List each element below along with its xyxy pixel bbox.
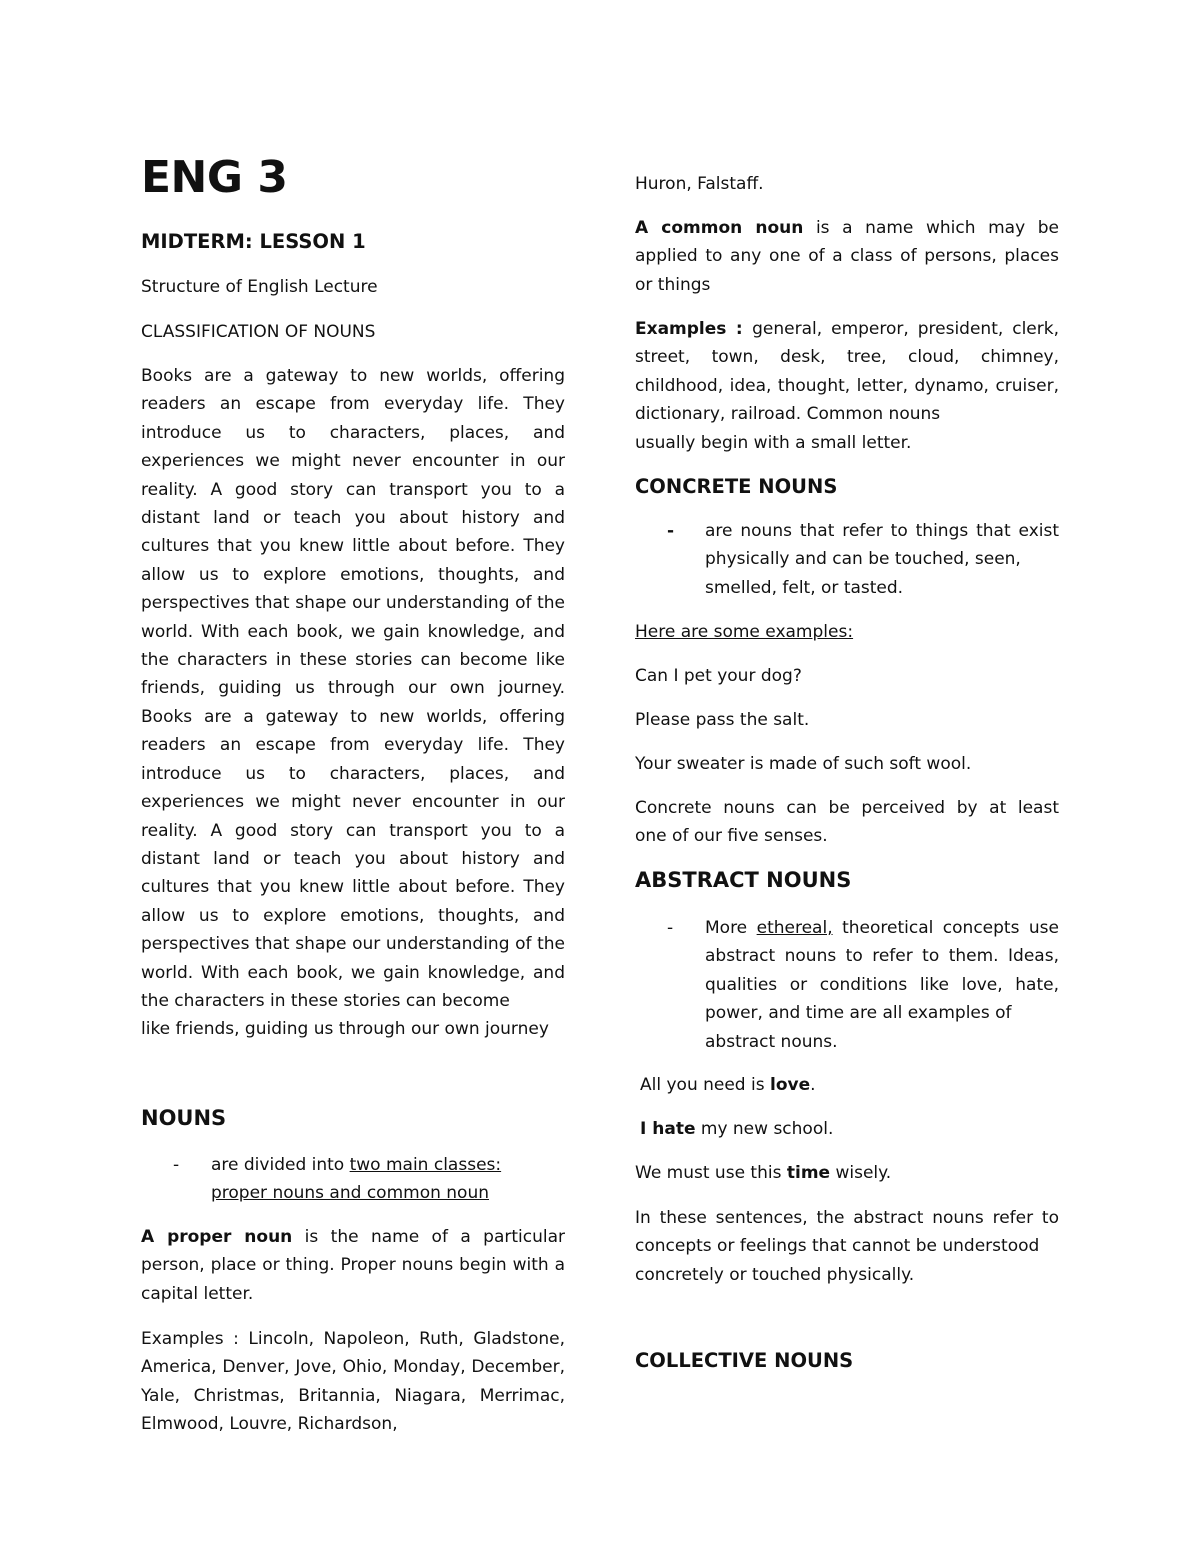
concrete-bullet (635, 517, 1059, 602)
concrete-example-3: Your sweater is made of such soft wool. (635, 754, 972, 774)
section-title: CLASSIFICATION OF NOUNS (141, 322, 376, 342)
common-examples-label: Examples : (635, 319, 753, 339)
common-noun-definition (635, 214, 1059, 299)
intro-paragraph: Books are a gateway to new worlds, offering readers an escape from everyday life. They introduce us to characters, places, and experiences we might never encounter in our reality. A good story can transport you to a distant land or teach you about history and cultures that you knew little about before. They allow us to explore emotions, thoughts, and perspectives that shape our understanding of the world. With each book, we gain knowledge, and the characters in these stories can become like friends, guiding us through our own journey. Books are a gateway to new worlds, offering readers an escape from everyday life. They introduce us to characters, places, and experiences we might never encounter in our reality. A good story can transport you to a distant land or teach you about history and cultures that you knew little about before. They allow us to explore emotions, thoughts, and perspectives that shape our understanding of the world. With each book, we gain knowledge, and the characters in these stories can become (141, 366, 565, 1011)
collective-nouns-heading: COLLECTIVE NOUNS (635, 1349, 854, 1372)
dash-marker: - (667, 521, 675, 541)
dash-marker: - (667, 918, 674, 938)
course-name: Structure of English Lecture (141, 277, 378, 297)
proper-examples-end: Huron, Falstaff. (635, 174, 764, 194)
keyword-hate: I hate (640, 1119, 696, 1139)
proper-examples-list: Lincoln, Napoleon, Ruth, Gladstone, America, Denver, Jove, Ohio, Monday, December, Yale, Christmas, Britannia, Niagara, Merrimac, Elmwood, Louvre, Richardson, (141, 1329, 565, 1435)
abstract-example-1: All you need is love. (640, 1075, 816, 1095)
proper-noun-examples (141, 1325, 565, 1439)
bullet-prefix: are divided into (211, 1155, 350, 1175)
abstract-example-2: I hate my new school. (640, 1119, 834, 1139)
document-title: ENG 3 (141, 152, 288, 203)
common-noun-examples (635, 315, 1059, 457)
class-names-text: proper nouns and common noun (211, 1183, 489, 1204)
concrete-example-2: Please pass the salt. (635, 710, 810, 730)
lesson-subtitle: MIDTERM: LESSON 1 (141, 230, 366, 253)
nouns-heading: NOUNS (141, 1106, 227, 1130)
proper-noun-definition (141, 1223, 565, 1308)
concrete-note: Concrete nouns can be perceived by at least one of our five senses. (635, 798, 1059, 847)
nouns-bullet-text (211, 1151, 565, 1208)
two-classes-text: two main classes: (349, 1155, 502, 1175)
examples-label: Here are some examples: (635, 622, 854, 642)
concrete-bullet-text: are nouns that refer to things that exist physically and can be touched, seen, smelled, felt, or tasted. (705, 521, 1059, 598)
abstract-example-3: We must use this time wisely. (635, 1163, 892, 1183)
proper-noun-text: is the name of a particular person, place or thing. Proper nouns begin with a capital letter. (141, 1227, 565, 1304)
common-noun-term: A common noun (635, 218, 804, 238)
intro-last-line: like friends, guiding us through our own journey (141, 1019, 549, 1040)
proper-examples-label: Examples : (141, 1329, 249, 1349)
abstract-bullet (635, 914, 1059, 1056)
abstract-nouns-heading: ABSTRACT NOUNS (635, 868, 852, 892)
concrete-nouns-heading: CONCRETE NOUNS (635, 475, 838, 498)
common-noun-text: is a name which may be applied to any one of a class of persons, places or things (635, 218, 1059, 295)
common-examples-end: usually begin with a small letter. (635, 432, 912, 453)
keyword-love: love (770, 1075, 811, 1095)
common-examples-list: general, emperor, president, clerk, street, town, desk, tree, cloud, chimney, childhood, idea, thought, letter, dynamo, cruiser, dictionary, railroad. Common nouns (635, 319, 1059, 425)
intro-section (141, 362, 565, 1044)
abstract-note: In these sentences, the abstract nouns refer to concepts or feelings that cannot be understood concretely or touched physically. (635, 1208, 1059, 1285)
nouns-bullet (141, 1151, 565, 1208)
dash-marker: - (173, 1155, 180, 1175)
concrete-example-1: Can I pet your dog? (635, 666, 802, 686)
abstract-bullet-text: More ethereal, theoretical concepts use abstract nouns to refer to them. Ideas, qualities or conditions like love, hate, power, and time are all examples of abstract nouns. (705, 918, 1060, 1052)
proper-noun-term: A proper noun (141, 1227, 293, 1247)
ethereal-word: ethereal, (756, 918, 833, 938)
keyword-time: time (786, 1163, 831, 1183)
